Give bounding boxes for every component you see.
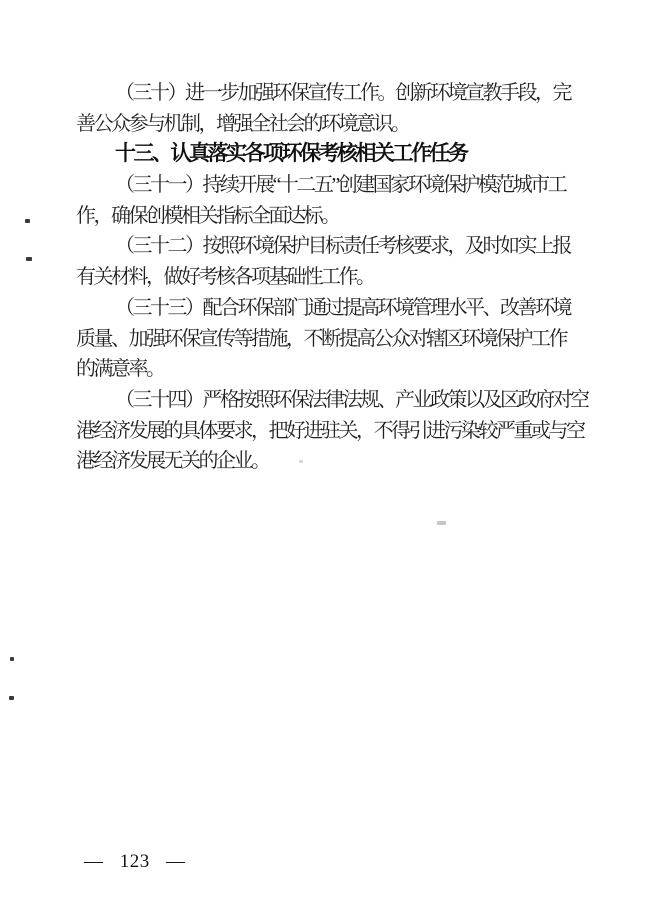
paragraph [76, 78, 596, 139]
text-line: （三十三）配合环保部门通过提高环境管理水平、改善环境 [115, 296, 570, 319]
text-line: 港经济发展无关的企业。 [76, 450, 269, 473]
footer-left-dash: — [84, 851, 104, 872]
document-body [76, 78, 596, 477]
text-line: （三十二）按照环境保护目标责任考核要求，及时如实上报 [115, 235, 570, 258]
page-footer [84, 851, 186, 873]
text-line: （三十四）严格按照环保法律法规、产业政策以及区政府对空 [115, 388, 588, 411]
paragraph [76, 385, 596, 477]
text-line: 质量、加强环保宣传等措施，不断提高公众对辖区环境保护工作 [76, 327, 566, 350]
scan-speckle [299, 460, 303, 463]
text-line: （三十）进一步加强环保宣传工作。创新环境宣教手段，完 [115, 82, 570, 104]
paragraph [76, 231, 596, 292]
paragraph [76, 170, 596, 231]
text-line: 十三、认真落实各项环保考核相关工作任务 [115, 142, 467, 166]
text-line: 作，确保创模相关指标全面达标。 [76, 204, 339, 227]
text-line: 港经济发展的具体要求，把好进驻关，不得引进污染较严重或与空 [76, 419, 584, 442]
page-number: 123 [119, 851, 150, 872]
paragraph [76, 293, 596, 385]
text-line: 善公众参与机制，增强全社会的环境意识。 [76, 112, 409, 135]
section-heading [76, 139, 596, 170]
scan-speckle [9, 696, 14, 700]
text-line: 的满意率。 [76, 358, 164, 381]
text-line: 有关材料，做好考核各项基础性工作。 [76, 266, 374, 289]
text-line: （三十一）持续开展“十二五”创建国家环境保护模范城市工 [115, 174, 566, 197]
scan-speckle [26, 257, 32, 261]
scan-speckle [10, 657, 14, 661]
scan-speckle [25, 219, 30, 223]
footer-right-dash: — [166, 851, 186, 872]
scan-speckle [437, 521, 446, 525]
